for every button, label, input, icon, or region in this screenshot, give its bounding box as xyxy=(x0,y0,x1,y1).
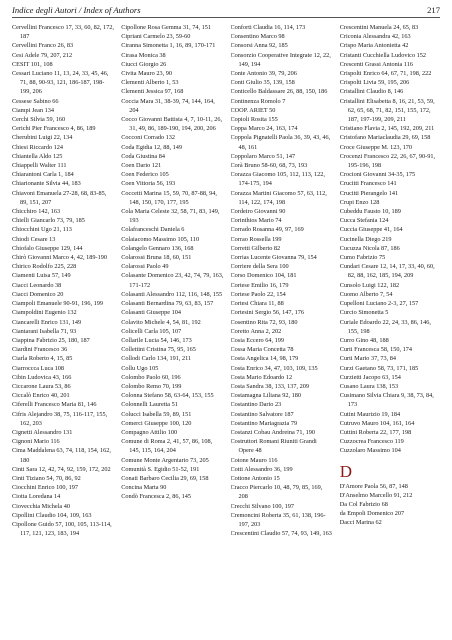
index-entry: Colombo Paolo 60, 196 xyxy=(121,373,181,381)
index-entry: Cuccia Giuseppe 41, 164 xyxy=(339,226,403,234)
index-column-1 xyxy=(12,23,114,634)
index-entry: Crescentini Manuela 24, 65, 83 xyxy=(339,24,419,31)
index-entry: Ciccarone Laura 53, 86 xyxy=(12,382,71,390)
index-entry: Cortese Paolo 22, 154 xyxy=(230,290,286,298)
index-entry: Coda Egidia 12, 88, 149 xyxy=(121,143,183,151)
index-entry: Corrao Rossella 199 xyxy=(230,235,282,243)
index-entry: Consorsi Anna 92, 185 xyxy=(230,42,288,50)
index-entry: Chiarionante Silvia 44, 183 xyxy=(12,180,81,188)
index-entry: Colicelli Carla 105, 107 xyxy=(121,327,182,335)
index-entry: Cutini Maurizio 19, 184 xyxy=(339,410,401,418)
index-entry: Ciancarelli Enrico 131, 149 xyxy=(12,318,82,326)
index-entry: Colonnelli Lauretta 51 xyxy=(121,401,178,409)
index-entry: Concina Marta 90 xyxy=(121,484,167,492)
index-entry: Ciacci Leonardo 38 xyxy=(12,281,62,289)
index-entry: Chirò Giovanni Marco 4, 42, 189-190 xyxy=(12,254,107,262)
index-entry: Corrado Rosanna 49, 97, 169 xyxy=(230,226,304,234)
index-entry: Colarossi Bruna 18, 60, 151 xyxy=(121,254,192,262)
index-entry: Crucitti Pierangelo 141 xyxy=(339,189,399,197)
index-entry: Coccetti Marina 15, 59, 70, 87-88, 94, 148, 150, 170, 177, 195 xyxy=(121,189,217,206)
index-entry: Cignetti Alessandro 131 xyxy=(12,428,73,436)
index-entry: Continenza Romolo 7 xyxy=(230,97,286,105)
index-entry: Cervellini Franco 26, 83 xyxy=(12,42,74,50)
index-entry: Ciarroccca Luca 108 xyxy=(12,364,65,372)
index-entry: Cortese Emilio 16, 179 xyxy=(230,281,289,289)
index-entry: Conte Antonio 39, 79, 206 xyxy=(230,70,297,78)
index-entry: Chicchiro 142, 163 xyxy=(12,208,61,216)
index-entry: Colavito Michele 4, 54, 81, 192 xyxy=(121,318,201,326)
index-entry: Clementi Jessica 97, 168 xyxy=(121,88,184,96)
index-entry: Coen Vittoria 56, 193 xyxy=(121,180,176,188)
index-entry: Coppola Pignatelli Paola 36, 39, 43, 46, 48, 161 xyxy=(230,134,331,151)
index-entry: D'Amore Paola 56, 87, 148 xyxy=(339,482,408,490)
index-entry: Comunità S. Egidio 51-52, 191 xyxy=(121,465,200,473)
index-entry: Crucitti Francesco 141 xyxy=(339,180,397,188)
index-entry: Costamagna Liliana 92, 180 xyxy=(230,392,301,400)
index-entry: Costa Angelica 14, 98, 179 xyxy=(230,355,299,363)
index-entry: Costanzi Cobau Andreina 71, 190 xyxy=(230,428,316,436)
index-entry: Colarossi Paolo 49 xyxy=(121,263,169,271)
index-entry: Cipollini Claudio 104, 109, 163 xyxy=(12,511,92,519)
index-entry: Colasante Domenico 23, 42, 74, 79, 163, 171-172 xyxy=(121,272,224,289)
index-entry: CESIT 101, 108 xyxy=(12,60,53,68)
index-entry: Costantino Mariagrazia 79 xyxy=(230,419,298,427)
index-entry: Ciocchini Enrico 100, 197 xyxy=(12,484,78,492)
index-column-4 xyxy=(340,23,442,634)
index-entry: Collarile Lucia 54, 146, 173 xyxy=(121,336,192,344)
index-entry: Comerci Giuseppe 100, 120 xyxy=(121,419,192,427)
index-entry: Cottone Antonio 15 xyxy=(230,474,280,482)
index-entry: Cubeddu Fausto 10, 189 xyxy=(339,208,401,216)
index-entry: Corà Bruno 58-60, 68, 73, 193 xyxy=(230,162,308,170)
index-entry: Cutruvo Mauro 104, 161, 164 xyxy=(339,419,415,427)
index-entry: Curti Francesca 58, 150, 174 xyxy=(339,346,412,354)
index-entry: Cossa Maria Concetta 78 xyxy=(230,346,294,354)
index-entry: Colucci Isabella 59, 89, 151 xyxy=(121,410,192,418)
index-entry: Cristiano Flavia 2, 145, 192, 209, 211 xyxy=(339,125,435,133)
index-entry: Ciarla Roberto 4, 15, 85 xyxy=(12,355,73,363)
index-entry: Coppa Marco 24, 163, 174 xyxy=(230,125,298,133)
index-entry: Cristallini Elisabetta 8, 16, 21, 53, 59, 62, 65, 68, 71, 82, 151, 155, 172, 187, 197-199, 209, 211 xyxy=(339,97,435,124)
index-entry: Crescenti Grassi Antonia 116 xyxy=(339,60,413,68)
index-entry: Colasanti Alessandro 112, 116, 148, 155 xyxy=(121,290,223,298)
index-entry: Crecchi Silvano 100, 197 xyxy=(230,502,295,510)
running-title: Indice degli Autori / Index of Authors xyxy=(12,5,141,15)
section-letter: D xyxy=(339,461,353,481)
index-entry: Coen Federico 105 xyxy=(121,171,169,179)
index-entry: Cuzzocrea Francesco 119 xyxy=(339,438,404,446)
index-entry: Crocioni Giovanni 34-35, 175 xyxy=(339,171,416,179)
index-entry: Cessese Sabino 66 xyxy=(12,97,59,105)
index-entry: Curzietti Jacopo 63, 154 xyxy=(339,373,401,381)
index-entry: Corinthios Mario 74 xyxy=(230,217,282,225)
index-entry: Cignoni Mario 116 xyxy=(12,438,60,446)
index-entry: Coda Giustina 84 xyxy=(121,152,165,160)
index-entry: Cracco Piercarlo 10, 48, 79, 85, 169, 208 xyxy=(230,484,323,501)
index-entry: Costa Enrico 34, 47, 103, 109, 135 xyxy=(230,364,318,372)
index-entry: Condò Francesca 2, 86, 145 xyxy=(121,493,192,501)
index-entry: Cerchi Silvia 59, 160 xyxy=(12,116,66,124)
index-entry: Cocconi Corrado 132 xyxy=(121,134,176,142)
index-entry: Crocenzi Francesco 22, 26, 67, 90-91, 195-196, 198 xyxy=(339,152,436,170)
index-entry: Compagno Attilio 100 xyxy=(121,428,178,436)
index-entry: Da Col Fabrizio 68 xyxy=(339,500,388,508)
index-entry: Ciappina Fabrizio 25, 180, 187 xyxy=(12,336,90,344)
index-entry: Colasanti Bernardina 79, 63, 83, 157 xyxy=(121,300,214,308)
index-entry: Collodi Carlo 134, 191, 211 xyxy=(121,355,192,363)
index-entry: D'Anselmo Marcello 91, 212 xyxy=(339,491,413,499)
index-entry: Civita Mauro 23, 90 xyxy=(121,70,172,78)
index-entry: Cesi Adele 79, 207, 212 xyxy=(12,51,73,59)
index-entry: Cucuzza Nicola 87, 186 xyxy=(339,244,400,252)
index-entry: Coccia Mara 31, 38-39, 74, 144, 164, 204 xyxy=(121,97,215,114)
index-entry: Ciampoldini Eugenio 132 xyxy=(12,309,77,317)
index-entry: Coen Dario 121 xyxy=(121,162,162,170)
index-entry: Chiappelli Walter 111 xyxy=(12,162,67,170)
index-entry: Copioli Rosita 155 xyxy=(230,116,278,124)
index-entry: Ciacci Domenico 20 xyxy=(12,290,64,298)
index-entry: Clementi Alberto 1, 53 xyxy=(121,79,179,87)
index-entry: Cupelloni Luciano 2-3, 27, 157 xyxy=(339,300,419,308)
index-entry: Ciamenti Luisa 57, 149 xyxy=(12,272,71,280)
index-entry: Corso Domenico 104, 181 xyxy=(230,272,297,280)
index-entry: Comune Monte Argentario 73, 205 xyxy=(121,456,209,464)
index-entry: Cortesi Chiara 11, 88 xyxy=(230,300,284,308)
index-entry: Chiofalo Giuseppe 129, 144 xyxy=(12,244,83,252)
index-entry: Cristanti Cucchiella Ludovico 152 xyxy=(339,51,427,59)
index-entry: Colangelo Gennaro 136, 168 xyxy=(121,244,194,252)
index-entry: Collettini Cristina 75, 95, 165 xyxy=(121,346,196,354)
index-entry: Costantino Dario 23 xyxy=(230,401,282,409)
index-entry: Costantino Salvatore 187 xyxy=(230,410,294,418)
index-entry: Ciucci Giorgio 26 xyxy=(121,60,167,68)
index-entry: Ciardini Francesco 36 xyxy=(12,346,68,354)
index-entry: Crispolti Livia 59, 195, 206 xyxy=(339,79,410,87)
index-entry: Ciferelli Francesco Maria 81, 146 xyxy=(12,401,97,409)
index-entry: Cocco Giovanni Battista 4, 7, 10-11, 26, 31, 49, 86, 189-190, 194, 200, 206 xyxy=(121,116,223,133)
index-entry: Curiale Edoardo 22, 24, 33, 86, 146, 155, 198 xyxy=(339,318,431,335)
index-entry: Chirico Rodolfo 225, 228 xyxy=(12,263,77,271)
index-entry: Cervellini Francesco 17, 33, 60, 82, 172, 187 xyxy=(12,24,114,41)
index-entry: Cusano Laura 138, 153 xyxy=(339,382,399,390)
index-entry: Colasanti Giuseppe 104 xyxy=(121,309,181,317)
page-header xyxy=(12,5,440,17)
index-entry: Colonna Stefano 58, 63-64, 153, 155 xyxy=(121,392,214,400)
index-entry: Chiantella Aldo 125 xyxy=(12,152,63,160)
page-number: 217 xyxy=(427,5,440,15)
index-entry: COOP. ARIET 50 xyxy=(230,106,276,114)
index-entry: Ciampoli Emanuele 90-91, 196, 199 xyxy=(12,300,103,308)
index-entry: Conati Barbaro Cecilia 29, 69, 158 xyxy=(121,474,209,482)
index-entry: Corretti Gilberto 82 xyxy=(230,244,281,252)
index-entry: Coppolaro Marco 51, 147 xyxy=(230,152,296,160)
index-entry: Cola Maria Celeste 32, 58, 71, 83, 149, 193 xyxy=(121,208,220,225)
index-entry: Chiarantoni Carla 1, 184 xyxy=(12,171,74,179)
index-entry: Criconia Alessandra 42, 163 xyxy=(339,33,411,41)
index-entry: Cristallini Claudio 8, 146 xyxy=(339,88,404,96)
index-entry: Cuzzolaro Massimo 104 xyxy=(339,447,401,455)
index-entry: Cima Maddalena 63, 74, 118, 154, 162, 180 xyxy=(12,447,111,464)
index-entry: Conforti Claudia 16, 114, 173 xyxy=(230,24,306,31)
index-entry: Chiavoni Emanuela 27-28, 68, 83-85, 89, 151, 207 xyxy=(12,189,107,206)
index-column-3 xyxy=(231,23,333,634)
index-entry: Cirasa Monica 38 xyxy=(121,51,166,59)
index-entry: Cordeiro Giovanni 90 xyxy=(230,208,286,216)
index-entry: Cinti Tiziano 54, 70, 86, 92 xyxy=(12,474,81,482)
index-entry: Cotone Mauro 116 xyxy=(230,456,278,464)
index-entry: Ciovecchia Michela 40 xyxy=(12,502,70,510)
index-entry: Chielli Giancarlo 73, 79, 185 xyxy=(12,217,85,225)
index-entry: Cucca Stefania 124 xyxy=(339,217,389,225)
index-entry: Consentino Marco 98 xyxy=(230,33,285,41)
index-entry: Crispo Maria Antonietta 42 xyxy=(339,42,409,50)
index-entry: Cumo Fabrizio 75 xyxy=(339,254,386,262)
index-entry: Cessari Luciano 11, 13, 24, 33, 45, 46, 71, 88, 90-93, 121, 186-187, 198-199, 206 xyxy=(12,70,109,96)
index-entry: Cerichi Pier Francesco 4, 86, 189 xyxy=(12,125,96,133)
index-entry: Corrias Lucente Giovanna 79, 154 xyxy=(230,254,317,262)
index-entry: Cotti Alessandro 36, 199 xyxy=(230,465,293,473)
index-entry: Dacci Marina 62 xyxy=(339,519,382,527)
index-entry: Curcio Simonetta 5 xyxy=(339,309,389,317)
index-entry: Cortesini Sergio 56, 147, 176 xyxy=(230,309,304,317)
index-entry: Ciotta Loredana 14 xyxy=(12,493,61,501)
index-entry: Ciampi Jean 134 xyxy=(12,106,55,114)
index-entry: Ciantarani Isabella 71, 93 xyxy=(12,327,77,335)
index-entry: Corazza Giacomo 105, 112, 113, 122, 174-175, 194 xyxy=(230,171,325,188)
index-entry: Cuttini Roberta 22, 177, 198 xyxy=(339,428,412,436)
header-rule xyxy=(12,17,440,18)
index-entry: Colaiacomo Massimo 105, 110 xyxy=(121,235,200,243)
index-entry: Cherubini Luigi 22, 134 xyxy=(12,134,73,142)
index-entry: Cremoncini Roberta 35, 61, 138, 196-197, 203 xyxy=(230,511,326,528)
index-entry: Collu Ugo 105 xyxy=(121,364,159,372)
index-entry: Corriere della Sera 100 xyxy=(230,263,289,271)
index-entry: Croce Giuseppe M. 123, 170 xyxy=(339,143,412,151)
index-entry: Cipollone Guido 57, 100, 105, 113-114, 117, 121, 123, 183, 194 xyxy=(12,520,112,538)
index-entry: Cipriani Carmelo 23, 59-60 xyxy=(121,33,191,41)
index-entry: Chiocchini Ugo 21, 113 xyxy=(12,226,72,234)
index-entry: Cinti Sara 12, 42, 74, 92, 159, 172, 202 xyxy=(12,465,111,473)
index-entry: Cosentino Rita 72, 93, 180 xyxy=(230,318,298,326)
index-entry: Ciccalò Enrico 40, 201 xyxy=(12,392,70,400)
index-entry: Chiodi Cesare 13 xyxy=(12,235,56,243)
index-entry: Cosia Eccero 64, 199 xyxy=(230,336,284,344)
index-entry: Coretto Anna 2, 202 xyxy=(230,327,282,335)
index-entry: Crescentini Claudio 57, 74, 93, 149, 163 xyxy=(230,530,332,538)
index-entry: Comune di Roma 2, 41, 57, 86, 108, 145, 115, 164, 204 xyxy=(121,438,213,455)
index-entry: Crispolti Enrico 64, 67, 71, 198, 222 xyxy=(339,70,432,78)
index-entry: Costruttori Romani Riuniti Grandi Opere 48 xyxy=(230,438,317,455)
index-columns xyxy=(12,23,442,634)
index-entry: Curzi Gaetano 58, 73, 171, 185 xyxy=(339,364,419,372)
index-entry: Costa Mario Edoardo 12 xyxy=(230,373,293,381)
index-entry: Ciranna Simonetta 1, 16, 89, 170-171 xyxy=(121,42,216,50)
index-column-2 xyxy=(121,23,223,634)
index-entry: Colombo Remo 70, 199 xyxy=(121,382,182,390)
index-entry: Cipollone Rosa Gemma 31, 74, 151 xyxy=(121,24,211,31)
index-entry: Crupi Enzo 128 xyxy=(339,198,380,206)
index-entry: da Empoli Domenico 207 xyxy=(339,510,405,518)
index-entry: Cuomo Alberto 7, 54 xyxy=(339,290,393,298)
index-entry: Chiesi Riccardo 124 xyxy=(12,143,64,151)
index-entry: Costa Sandra 38, 133, 137, 209 xyxy=(230,382,309,390)
index-entry: Cusimano Silvia Chiara 9, 38, 73, 84, 173 xyxy=(339,392,434,409)
index-entry: Conticello Baldassare 26, 88, 150, 186 xyxy=(230,88,328,96)
index-entry: Curro Gino 48, 188 xyxy=(339,336,389,344)
index-entry: Consorzio Cooperative Integrate 12, 22, 149, 194 xyxy=(230,51,331,68)
index-entry: Cunsolo Luigi 122, 182 xyxy=(339,281,400,289)
index-entry: Curti Mario 37, 73, 84 xyxy=(339,355,396,363)
index-entry: Colafranceschi Daniela 6 xyxy=(121,226,185,234)
index-entry: Corazza Martini Giacomo 57, 63, 112, 114, 122, 174, 198 xyxy=(230,189,327,206)
index-entry: Cucinella Diego 219 xyxy=(339,235,392,243)
index-entry: Cifris Alejandro 38, 75, 116-117, 155, 162, 203 xyxy=(12,410,108,427)
index-entry: Conti Giulio 35, 139, 158 xyxy=(230,79,295,87)
index-entry: Cundari Cesare 12, 14, 17, 33, 40, 60, 82, 88, 162, 185, 194, 209 xyxy=(339,263,435,280)
index-entry: Cibin Ludovica 43, 166 xyxy=(12,373,72,381)
index-entry: Cristofano Mariaclaudia 29, 69, 158 xyxy=(339,134,431,142)
